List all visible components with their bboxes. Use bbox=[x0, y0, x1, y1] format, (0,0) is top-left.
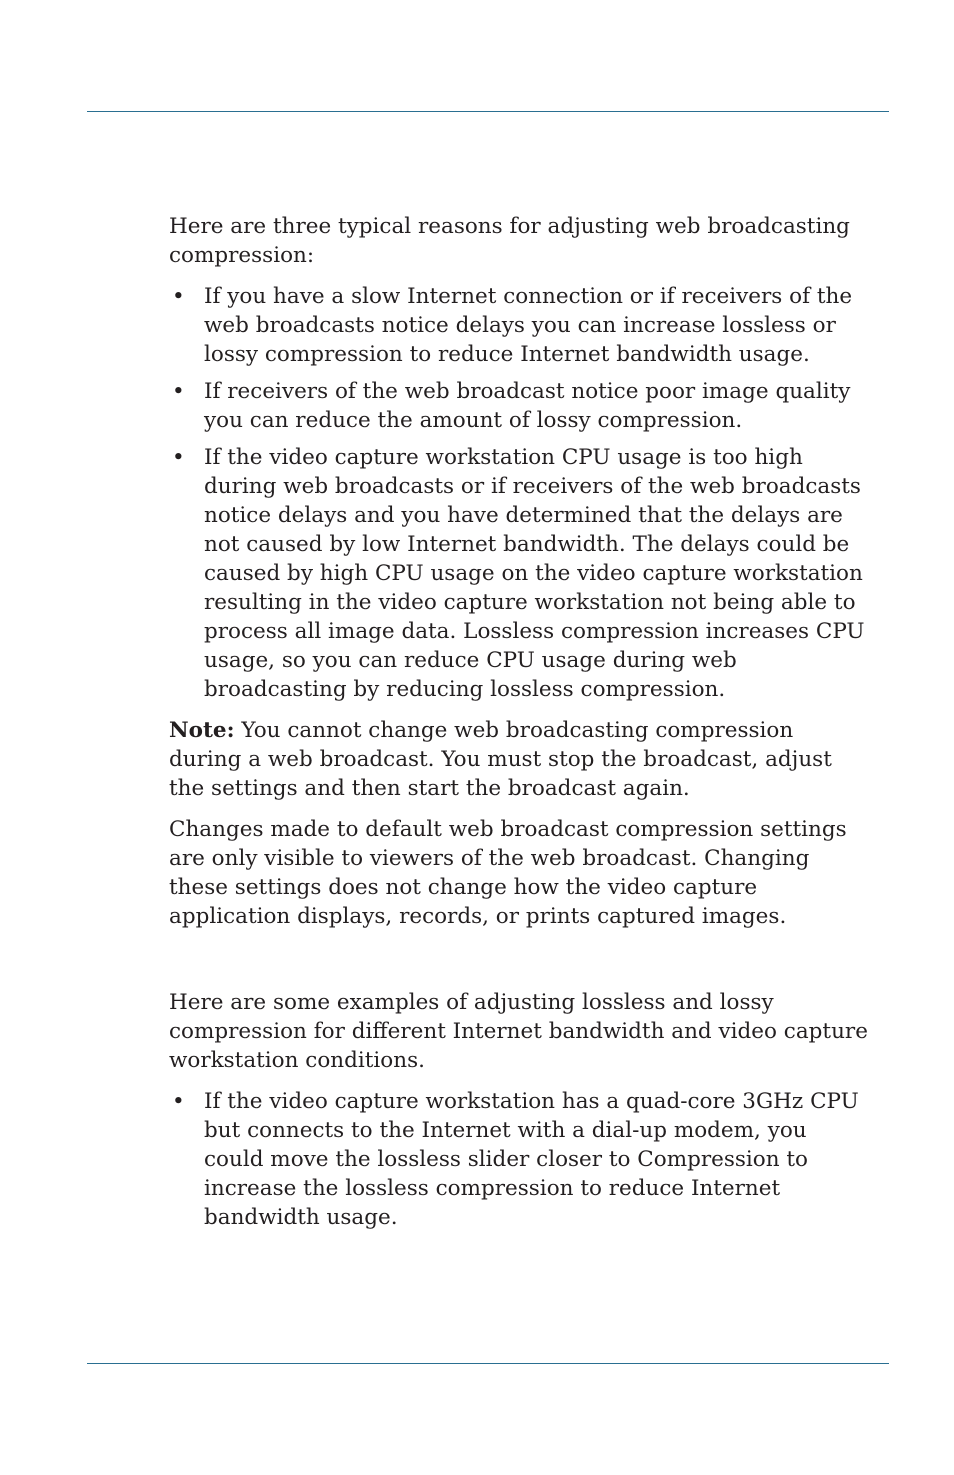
footer-rule bbox=[87, 1363, 889, 1364]
reasons-intro: Here are three typical reasons for adjusting web broadcasting compression: bbox=[169, 214, 850, 268]
section-examples bbox=[169, 988, 869, 1244]
examples-intro: Here are some examples of adjusting lossless and lossy compression for different Internet bandwidth and video capture workstation conditions. bbox=[169, 990, 868, 1073]
bullet-icon: • bbox=[172, 445, 185, 470]
list-item bbox=[169, 377, 869, 435]
list-item bbox=[169, 282, 869, 369]
list-item-text: If the video capture workstation CPU usage is too high during web broadcasts or if receivers of the web broadcasts notice delays and you have determined that the delays are not caused by low Internet bandwidth. The delays could be caused by high CPU usage on the video capture workstation resulting in the video capture workstation not being able to process all image data. Lossless compression increases CPU usage, so you can reduce CPU usage during web broadcasting by reducing lossless compression. bbox=[204, 445, 865, 702]
bullet-icon: • bbox=[172, 284, 185, 309]
header-rule bbox=[87, 111, 889, 112]
note-label: Note: bbox=[169, 718, 235, 743]
changes-paragraph: Changes made to default web broadcast compression settings are only visible to viewers of the web broadcast. Changing these settings does not change how the video capture application displays, records, or prints captured images. bbox=[169, 817, 847, 929]
list-item-text: If you have a slow Internet connection or if receivers of the web broadcasts notice delays you can increase lossless or lossy compression to reduce Internet bandwidth usage. bbox=[204, 284, 853, 367]
bullet-icon: • bbox=[172, 379, 185, 404]
list-item bbox=[169, 443, 869, 704]
list-item-text: If the video capture workstation has a quad-core 3GHz CPU but connects to the Internet with a dial-up modem, you could move the lossless slider closer to Compression to increase the lossless compression to reduce Internet bandwidth usage. bbox=[204, 1089, 859, 1230]
note-text: You cannot change web broadcasting compression during a web broadcast. You must stop the broadcast, adjust the settings and then start the broadcast again. bbox=[169, 718, 832, 801]
section-reasons bbox=[169, 212, 869, 943]
list-item bbox=[169, 1087, 869, 1232]
list-item-text: If receivers of the web broadcast notice poor image quality you can reduce the amount of lossy compression. bbox=[204, 379, 851, 433]
bullet-icon: • bbox=[172, 1089, 185, 1114]
examples-list bbox=[169, 1087, 869, 1232]
reasons-list bbox=[169, 282, 869, 704]
note-paragraph bbox=[169, 716, 869, 803]
